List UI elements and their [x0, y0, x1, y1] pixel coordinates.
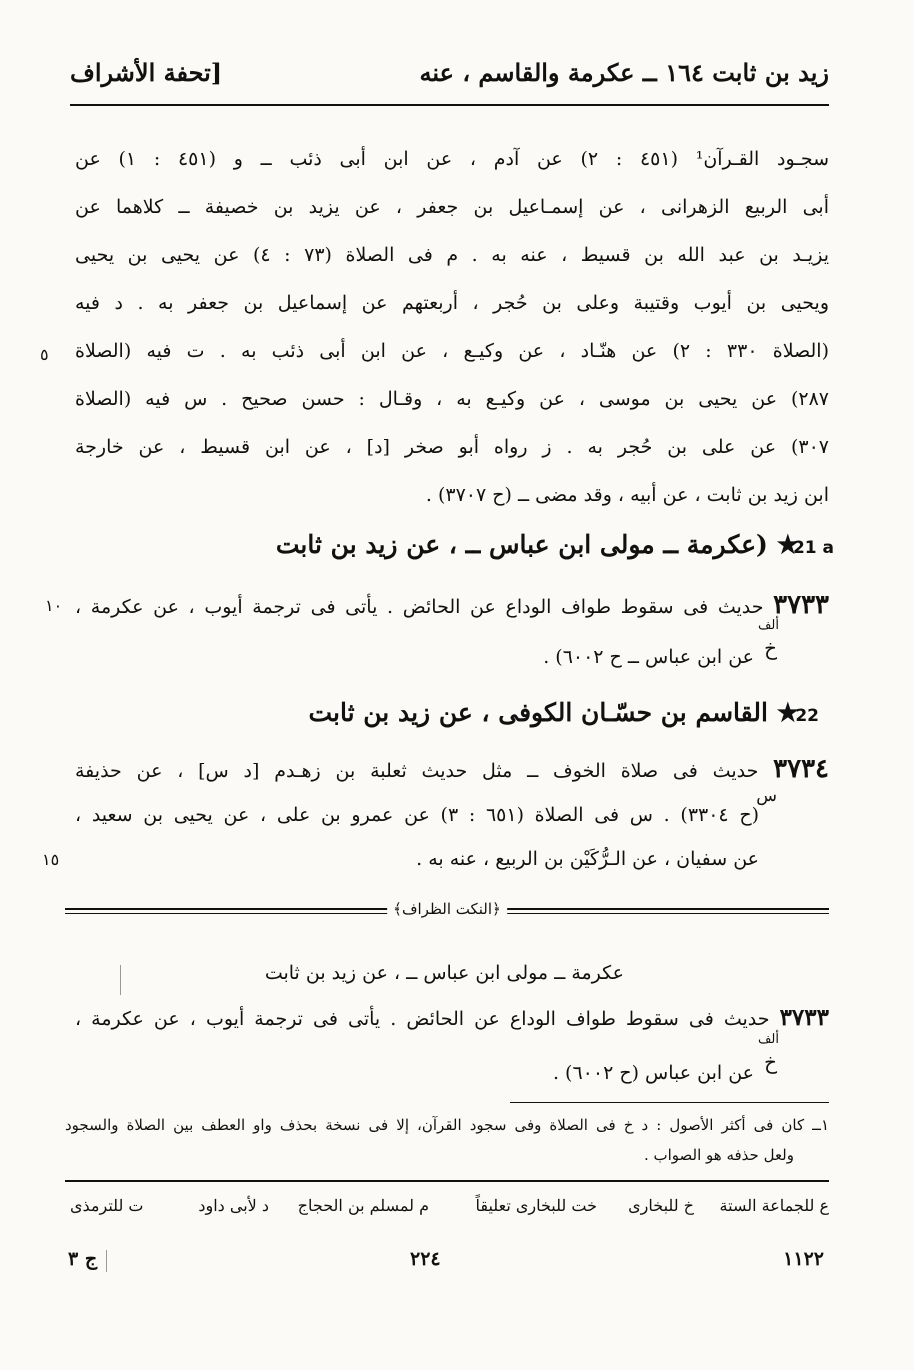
nukat-heading: عكرمة ــ مولى ابن عباس ــ ، عن زيد بن ثابت [264, 962, 624, 984]
body-line-5: (الصلاة ٣٣٠ : ٢) عن هنّـاد ، عن وكيـع ، عن ابن أبى ذئب به . ت فيه (الصلاة [75, 340, 830, 362]
abbreviation-key [70, 1196, 829, 1224]
body-line-7: ٣٠٧) عن على بن حُجر به . ز رواه أبو صخر [د] ، عن ابن قسيط ، عن خارجة [75, 436, 829, 458]
abbr-abu-dawud: د لأبى داود [198, 1196, 269, 1215]
hadith-number: ٣٧٣٣ [779, 1004, 829, 1031]
hadith-3734-line-1 [75, 754, 829, 784]
body-line-6: ٢٨٧) عن يحيى بن موسى ، عن وكيـع به ، وقـال : حسن صحيح . س فيه (الصلاة [75, 388, 829, 410]
body-line-8: ابن زيد بن ثابت ، عن أبيه ، وقد مضى ــ (ح ٣٧٠٧) . [425, 484, 829, 506]
body-line-3: يزيـد بن عبد الله بن قسيط ، عنه به . م فى الصلاة (٧٣ : ٤) عن يحيى بن يحيى [75, 244, 829, 266]
abbr-muslim: م لمسلم بن الحجاج [297, 1196, 429, 1215]
volume-number: ج ٣ [68, 1248, 98, 1270]
hadith-number: ٣٧٣٣ [773, 590, 829, 620]
nukat-separator [65, 900, 829, 924]
scan-artifact [106, 1250, 107, 1272]
section-number-22: 22 [795, 706, 819, 726]
abbreviation-rule [65, 1180, 829, 1182]
nukat-3733-line-1 [75, 1004, 829, 1031]
section-number-21a: 21 a [792, 538, 834, 558]
footnote-line-2: ولعل حذفه هو الصواب . [643, 1146, 794, 1164]
footnote-rule [510, 1102, 829, 1103]
section-heading-22: ★ القاسم بن حسّـان الكوفى ، عن زيد بن ثابت [308, 698, 799, 727]
body-line-4: ويحيى بن أيوب وقتيبة وعلى بن حُجر ، أربعتهم عن إسماعيل بن جعفر به . د فيه [75, 292, 829, 314]
abbr-tirmidhi: ت للترمذى [70, 1196, 144, 1215]
siglum-kha: خ [764, 636, 777, 660]
page-number-cumulative: ١١٢٢ [783, 1248, 824, 1270]
abbr-bukhari-taliq: خت للبخارى تعليقاً [475, 1196, 597, 1215]
header-rule [70, 104, 829, 106]
hadith-3734-text: حديث فى صلاة الخوف ــ مثل حديث ثعلبة بن زهـدم [د س] ، عن حذيفة [75, 760, 759, 782]
margin-line-number: ١٠ [45, 596, 63, 615]
nukat-3733-text: حديث فى سقوط طواف الوداع عن الحائض . يأتى فى ترجمة أيوب ، عن عكرمة ، [75, 1008, 770, 1030]
hadith-3733-line-2: عن ابن عباس ــ ح ٦٠٠٢) . [543, 646, 754, 668]
siglum-kha: خ [764, 1050, 777, 1074]
siglum-alif: ألف [757, 618, 779, 633]
footnote-line-1: ١ــ كان فى أكثر الأصول : د خ فى الصلاة وفى سجود القرآن، إلا فى نسخة بحذف واو العطف بين الصلاة والسجود [65, 1116, 829, 1134]
running-header [70, 58, 829, 98]
scan-artifact [120, 965, 121, 995]
siglum-alif: ألف [757, 1032, 779, 1047]
hadith-3733-text: حديث فى سقوط طواف الوداع عن الحائض . يأتى فى ترجمة أيوب ، عن عكرمة ، [75, 596, 764, 618]
body-line-2: أبى الربيع الزهرانى ، عن إسمـاعيل بن جعفر ، عن يزيد بن خصيفة ــ كلاهما عن [75, 196, 829, 218]
abbr-jamaa: ع للجماعة الستة [719, 1196, 829, 1215]
separator-label: ﴿النكت الظراف﴾ [387, 900, 507, 918]
margin-line-number: ١٥ [42, 850, 60, 869]
section-heading-21a: ★ (عكرمة ــ مولى ابن عباس ــ ، عن زيد بن ثابت [275, 530, 799, 559]
hadith-3734-line-3: عن سفيان ، عن الـرُّكَيْن بن الربيع ، عنه به . [416, 848, 759, 870]
margin-line-number: ٥ [40, 345, 49, 364]
hadith-3733-line-1 [75, 590, 829, 620]
hadith-number: ٣٧٣٤ [773, 754, 829, 784]
siglum-sin: س [756, 786, 777, 806]
nukat-3733-line-2: عن ابن عباس (ح ٦٠٠٢) . [552, 1062, 754, 1084]
body-line-1: سجـود القـرآن¹ (٤٥١ : ٢) عن آدم ، عن ابن أبى ذئب ــ و (٤٥١ : ١) عن [75, 148, 830, 170]
hadith-3734-line-2: (ح ٣٣٠٤) . س فى الصلاة (٦٥١ : ٣) عن عمرو بن على ، عن يحيى بن سعيد ، [75, 804, 759, 826]
abbr-bukhari: خ للبخارى [628, 1196, 694, 1215]
header-book-name: [تحفة الأشراف [70, 58, 223, 87]
page-number: ٢٢٤ [410, 1248, 441, 1270]
header-title: زيد بن ثابت ١٦٤ ــ عكرمة والقاسم ، عنه [419, 58, 829, 87]
